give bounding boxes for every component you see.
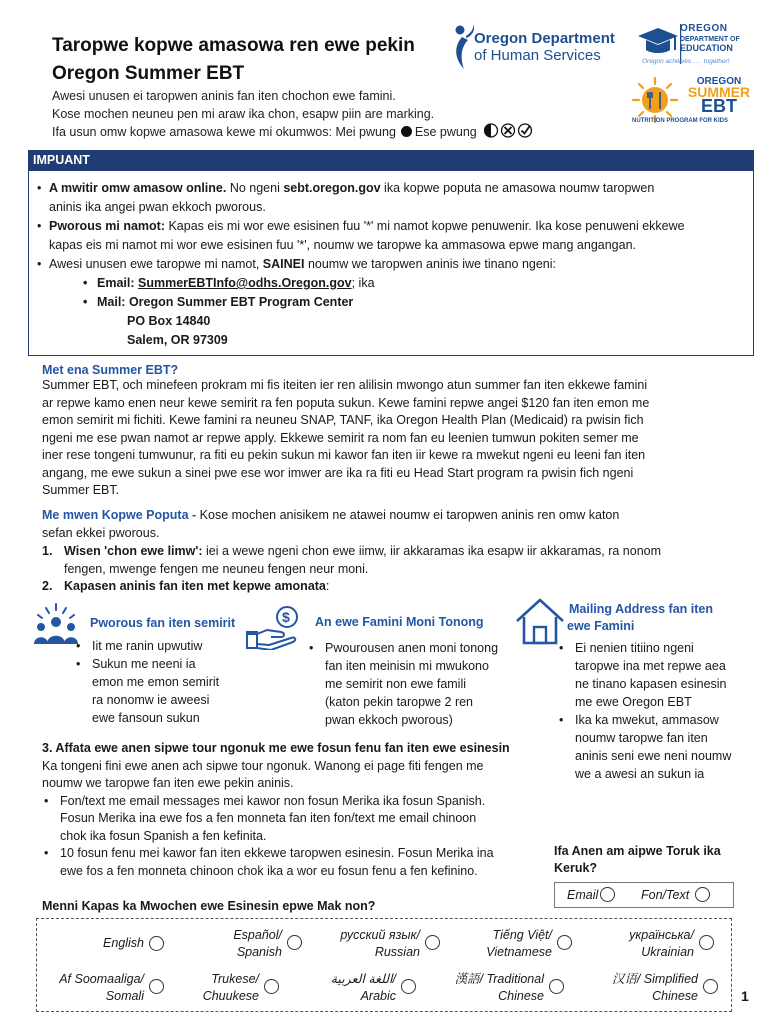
fon-text-radio[interactable] [695, 887, 710, 902]
filled-circle-icon [401, 126, 412, 137]
what-is-text: Summer EBT, och minefeen prokram mi fis iteiten ier ren alilisin mwongo atun summer fan iten ekkewe famini ar repwe kamo enen neur kewe semirit ra fen poputa sukun. Kewe famini repwe angei $120 fan iten emon me emon semirit mi fichiti. Kewe famini ra neuneu SNAP, TANF, ika Oregon Health Plan (Medicaid) ra pwisin fich ngeni me ese pwan namot ar repwe apply. Ekkewe semirit ra nom fan eu leenien tumwun pokiten semer me iner rese tongeni tumwunur, ra fiti eu pekin sukun mi kawor fan iten iir kewe ra mwekut ngeni eu leeni fan iten angang, me ewe sukun a sinei pwe ese wor imwer are ika ra fiti eu Head Start program ra pwisin fich ngeni Summer EBT. [42, 378, 650, 497]
vietnamese-radio[interactable] [557, 935, 572, 950]
spanish-radio[interactable] [287, 935, 302, 950]
important-box [28, 150, 754, 356]
chuukese-radio[interactable] [264, 979, 279, 994]
arabic-radio[interactable] [401, 979, 416, 994]
ode-logo-subtitle: DEPARTMENT OF EDUCATION [680, 36, 740, 53]
income-info-heading: An ewe Famini Moni Tonong [315, 615, 484, 629]
language-option-russian[interactable]: русский язык/ Russian [340, 927, 420, 961]
page-title [52, 32, 452, 88]
contact-email-option[interactable]: Email [567, 887, 615, 902]
svg-text:$: $ [282, 609, 290, 625]
step-3-bullet-languages: • 10 fosun fenu mei kawor fan iten ekkewe taropwen esinesin. Fosun Merika ina ewe fos a fen monneta chinoon chok ika a wor eu fosun fenu a fen kefinino. [42, 845, 562, 880]
dhs-logo-text: Oregon Department of Human Services [474, 30, 615, 64]
step-3-heading: 3. Affata ewe anen sipwe tour ngonuk me ewe fosun fenu fan iten ewe esinesin [42, 741, 510, 755]
traditional-chinese-radio[interactable] [549, 979, 564, 994]
step-1: 1. Wisen 'chon ewe limw': iei a wewe ngeni chon ewe iimw, iir akkaramas ika esapw iir akkaramas, ra nonom fengen, mwenge fengen me neuneu fengen neur moni. [42, 544, 662, 576]
summer-ebt-tagline: NUTRITION PROGRAM FOR KIDS [632, 118, 728, 124]
step-2: 2. Kapasen aninis fan iten met kepwe amonata: [42, 579, 330, 593]
ode-tagline: Oregon achieves . . . together! [642, 58, 730, 65]
important-bullet-online: • A mwitir omw amasow online. No ngeni sebt.oregon.gov ika kopwe poputa ne amasowa noumw taropwen aninis ika angei pwan ekkoch pworous. [35, 179, 741, 217]
intro-line-3: Ifa usun omw kopwe amasowa kewe mi okumwos: Mei pwung Ese pwung [52, 123, 612, 142]
children-info-heading: Pworous fan iten semirit [90, 616, 236, 630]
ode-logo-title: OREGON [680, 23, 728, 34]
intro-line-2: Kose mochen neuneu pen mi araw ika chon, esapw piin are marking. [52, 106, 435, 121]
language-option-spanish[interactable]: Español/ Spanish [233, 927, 282, 961]
what-is-heading: Met ena Summer EBT? [42, 363, 179, 377]
intro-text [52, 88, 612, 142]
title-line-2: Oregon Summer EBT [52, 63, 245, 84]
language-option-somali[interactable]: Af Soomaaliga/ Somali [59, 971, 144, 1005]
important-bullet-required: • Pworous mi namot: Kapas eis mi wor ewe esisinen fuu '*' mi namot kopwe penuwenir. Ika kose penuweni ekkewe kapas eis mi namot mi wor ewe esisinen fuu '*', noumw we taropwe ka ammasowa epwe mang angangan. [35, 217, 741, 255]
contact-method-question: Ifa Anen am aipwe Toruk ika Keruk? [554, 844, 721, 875]
contact-method-options [554, 882, 734, 908]
language-option-vietnamese[interactable]: Tiếng Việt/ Vietnamese [486, 927, 552, 961]
contact-fon-option[interactable]: Fon/Text [641, 887, 710, 902]
language-option-ukrainian[interactable]: українська/ Ukrainian [629, 927, 694, 961]
website-link[interactable]: sebt.oregon.gov [283, 181, 381, 195]
important-bullet-sign: • Awesi unusen ewe taropwe mi namot, SAINEI noumw we taropwen aninis iwe tinano ngeni: [35, 255, 741, 274]
language-options-box [36, 918, 732, 1012]
address-info-list: • Ei nenien titiino ngeni taropwe ina met repwe aea ne tinano kapasen esinesin me ewe Oregon EBT • Ika ka mwekut, ammasow noumw taropwe fan iten aninis seni ewe neni noumw we a awesi an sukun ia [553, 639, 763, 783]
ukrainian-radio[interactable] [699, 935, 714, 950]
english-radio[interactable] [149, 936, 164, 951]
before-start-heading: Me mwen Kopwe Poputa - [42, 508, 197, 522]
language-option-chuukese[interactable]: Trukese/ Chuukese [203, 971, 259, 1005]
hand-money-icon [245, 604, 307, 650]
page-number: 1 [741, 988, 749, 1004]
children-info-list: • Iit me ranin upwutiw • Sukun me neeni ia emon me emon semirit ra nonomw ie aweesi ewe fansoun sukun [70, 637, 270, 727]
language-option-traditional-chinese[interactable]: 漢語/ Traditional Chinese [455, 971, 544, 1005]
mail-po-box: PO Box 14840 [127, 314, 211, 328]
income-info-list: • Pwourousen anen moni tonong fan iten meinisin mi mwukono me semirit non ewe famili (katon pekin taropwe 2 ren pwan ekkoch pworous) [303, 639, 533, 729]
email-link[interactable]: SummerEBTInfo@odhs.Oregon.gov [138, 276, 352, 290]
language-option-english[interactable]: English [103, 935, 144, 952]
language-question: Menni Kapas ka Mwochen ewe Esinesin epwe Mak non? [42, 899, 376, 913]
step-3-bullet-messages: • Fon/text me email messages mei kawor non fosun Merika ika fosun Spanish. Fosun Merika ina ewe fos a fen monneta fan iten fon/text me email chinoon chok ika fosun Spanish a fen kefinita. [42, 793, 562, 846]
mail-contact: • Mail: Oregon Summer EBT Program Center [35, 293, 741, 312]
title-line-1: Taropwe kopwe amasowa ren ewe pekin [52, 35, 415, 56]
before-you-start: Me mwen Kopwe Poputa - Kose mochen anisikem ne atawei noumw ei taropwen aninis ren omw katon sefan ekkei pworous. [42, 508, 620, 540]
intro-line-1: Awesi unusen ei taropwen aninis fan iten chochon ewe famini. [52, 89, 396, 103]
russian-radio[interactable] [425, 935, 440, 950]
simplified-chinese-radio[interactable] [703, 979, 718, 994]
address-info-heading: Mailing Address fan iten ewe Famini [567, 602, 714, 633]
somali-radio[interactable] [149, 979, 164, 994]
language-option-arabic[interactable]: اللغة العربية/ Arabic [331, 971, 396, 1005]
language-option-simplified-chinese[interactable]: 汉语/ Simplified Chinese [612, 971, 698, 1005]
email-contact: • Email: SummerEBTInfo@odhs.Oregon.gov; ika [35, 274, 741, 293]
incorrect-marks-icon [484, 123, 534, 138]
summer-ebt-logo-text: OREGON SUMMER EBT [687, 76, 751, 116]
mail-city: Salem, OR 97309 [127, 333, 228, 347]
important-heading: IMPUANT [29, 151, 753, 171]
steps-list [42, 543, 732, 596]
step-3: 3. Affata ewe anen sipwe tour ngonuk me ewe fosun fenu fan iten ewe esinesin Ka tongeni fini ewe anen ach sipwe tour ngonuk. Wanong ei page fiti fengen me noumw we taropwe fan iten ewe pekin aninis. • Fon/text me email messages mei kawor non fosun Merika ika fosun Spanish. Fosun Merika ina ewe fos a fen monneta fan iten fon/text me email chinoon chok ika fosun Spanish a fen kefinita. • 10 fosun fenu mei kawor fan iten ekkewe taropwen esinesin. Fosun Merika ina ewe fos a fen monneta chinoon chok ika a wor eu fosun fenu a fen kefinino. [42, 740, 562, 880]
email-radio[interactable] [600, 887, 615, 902]
